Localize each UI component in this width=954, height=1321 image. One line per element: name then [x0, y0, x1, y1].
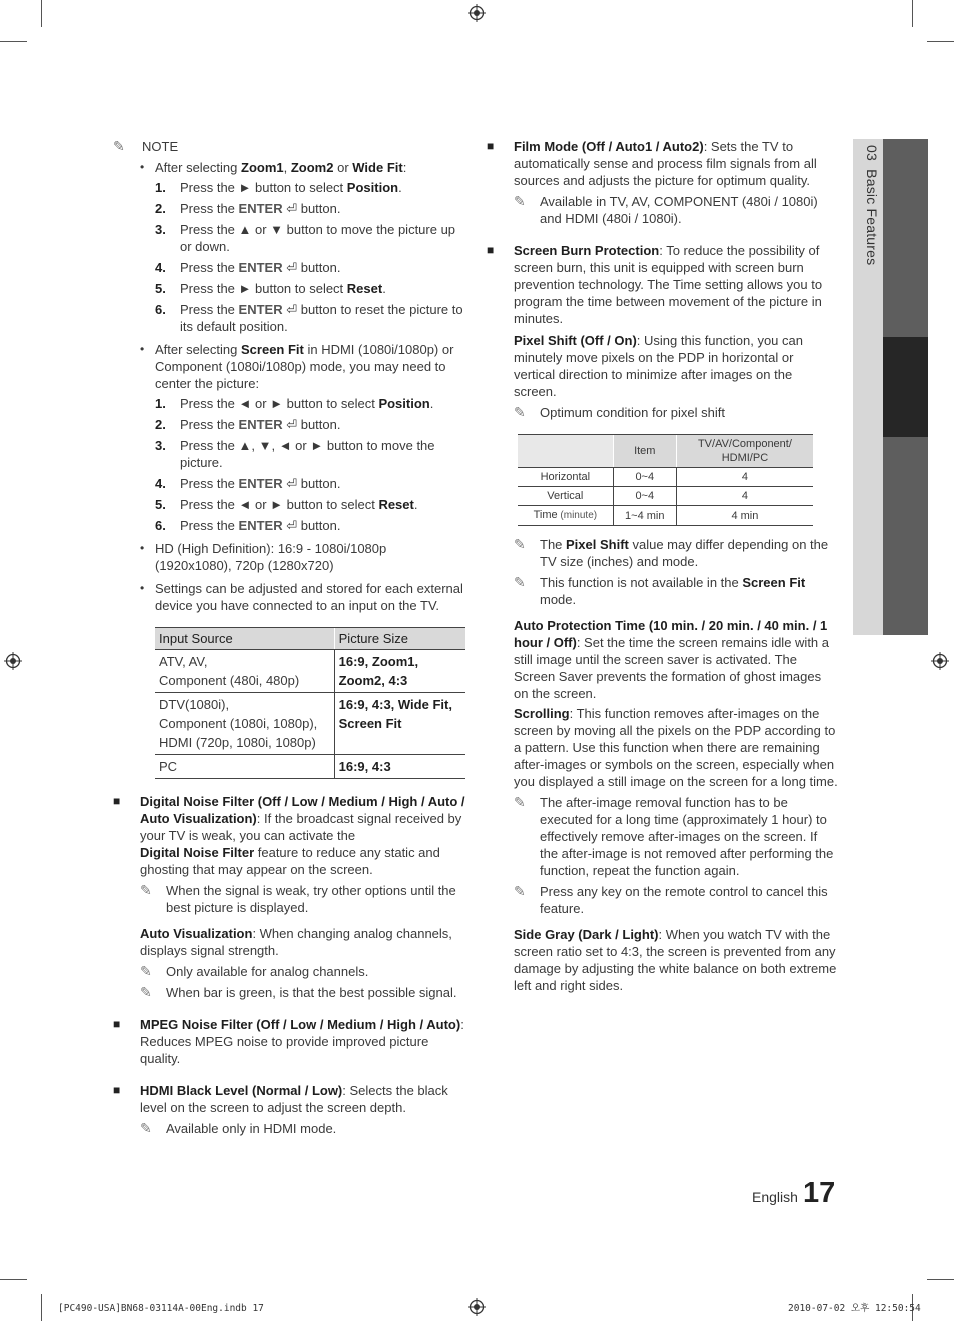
hdmi-black-level-section: ■ HDMI Black Level (Normal / Low): Selects the black level on the screen to adjust the screen depth. ✎ Available only in HDMI mode. [113, 1082, 465, 1137]
table-cell: Horizontal [518, 468, 613, 487]
table-header-cell: Picture Size [334, 628, 465, 650]
zoom-steps [155, 179, 465, 335]
pixel-shift-table [518, 434, 813, 526]
table-cell: 0~4 [613, 468, 676, 487]
footer-language: English [752, 1189, 798, 1205]
chapter-tab-block [883, 139, 928, 337]
crop-mark [927, 41, 954, 42]
enter-icon: ⏎ [282, 417, 298, 432]
table-cell: 4 min [676, 506, 813, 526]
right-column [487, 138, 838, 994]
step-item: 4. Press the ENTER ⏎ button. [155, 260, 341, 275]
table-row [155, 650, 465, 693]
left-column [113, 138, 465, 1137]
screen-fit-bullet [140, 341, 465, 392]
note-item: ✎ This function is not available in the Screen Fit mode. [514, 574, 806, 607]
registration-mark-icon [4, 652, 22, 670]
enter-icon: ⏎ [282, 476, 298, 491]
bullet-dot: • [140, 342, 145, 356]
enter-icon: ⏎ [282, 260, 298, 275]
print-slug-left: [PC490-USA]BN68-03114A-00Eng.indb 17 [58, 1303, 264, 1314]
mpeg-noise-filter-section: ■ MPEG Noise Filter (Off / Low / Medium / High / Auto): Reduces MPEG noise to provide improved picture quality. [113, 1017, 464, 1066]
note-heading [113, 138, 465, 155]
square-bullet-icon: ■ [113, 1083, 121, 1097]
note-item: ✎ Press any key on the remote control to cancel this feature. [514, 883, 828, 916]
page-number: 17 [803, 1177, 836, 1209]
table-cell: DTV(1080i), Component (1080i, 1080p), HDMI (720p, 1080i, 1080p) [155, 693, 334, 755]
crop-mark [912, 0, 913, 27]
step-item: 2. Press the ENTER ⏎ button. [155, 201, 341, 216]
square-bullet-icon: ■ [487, 139, 495, 153]
note-item: ✎ Available in TV, AV, COMPONENT (480i / 1080i) and HDMI (480i / 1080i). [514, 193, 818, 226]
step-item: 2. Press the ENTER ⏎ button. [155, 417, 341, 432]
crop-mark [41, 1294, 42, 1321]
chapter-tab-block [883, 437, 928, 635]
screen-burn-details: ✎ The Pixel Shift value may differ depending on the TV size (inches) and mode. ✎ This function is not available in the Screen Fit mode. Auto Protection Time (10 min. / 20 min. / 40 min. / 1 hour / Off): Set the time the screen remains idle with a still image until the screen saver is activated. The Screen Saver prevents the formation of ghost images on the screen. Scrolling: This function removes after-images on the screen by moving all the pixels on the PDP according to a pattern. Use this function when there are remaining after-images or symbols on the screen, especially when you displayed a still image on the screen for a long time. ✎ The after-image removal function has to be executed for a long time (approximately 1 hour) to effectively remove after-images on the screen. If the after-image is not removed after performing the function, repeat the function again. ✎ Press any key on the remote control to cancel this feature. Side Gray (Dark / Light): When you watch TV with the screen ratio set to 4:3, the screen is prevented from any damage by adjusting the white balance on both extreme left and right sides. [514, 536, 838, 993]
pencil-note-icon: ✎ [140, 984, 152, 1000]
note-label: NOTE [142, 139, 179, 154]
registration-mark-icon [468, 4, 486, 22]
input-source-table [155, 627, 465, 779]
hd-bullet: • HD (High Definition): 16:9 - 1080i/1080p (1920x1080), 720p (1280x720) [140, 541, 387, 573]
zoom-bullet [140, 159, 465, 614]
registration-mark-icon [468, 1298, 486, 1316]
table-cell: ATV, AV, Component (480i, 480p) [155, 650, 334, 693]
enter-icon: ⏎ [282, 302, 298, 317]
step-item: 5. Press the ► button to select Reset. [155, 281, 386, 296]
table-cell: PC [155, 755, 334, 779]
chapter-label [856, 145, 880, 345]
crop-mark [927, 1279, 954, 1280]
table-cell: 16:9, 4:3 [334, 755, 465, 779]
table-cell: 4 [676, 468, 813, 487]
table-header-row [518, 435, 813, 468]
table-header-cell: Input Source [155, 628, 334, 650]
crop-mark [0, 41, 27, 42]
chapter-number: 03 [864, 145, 880, 161]
settings-bullet: • Settings can be adjusted and stored for each external device you have connected to an input on the TV. [140, 581, 463, 613]
pencil-note-icon: ✎ [514, 536, 526, 552]
table-cell: 1~4 min [613, 506, 676, 526]
note-item: ✎ The Pixel Shift value may differ depending on the TV size (inches) and mode. [514, 536, 829, 569]
crop-mark [0, 1279, 27, 1280]
table-cell: 16:9, Zoom1, Zoom2, 4:3 [334, 650, 465, 693]
chapter-tab-active [883, 337, 928, 437]
table-cell: 4 [676, 487, 813, 506]
enter-icon: ⏎ [282, 201, 298, 216]
table-header-cell [518, 435, 613, 468]
table-row [518, 468, 813, 487]
pencil-note-icon: ✎ [514, 883, 526, 899]
bullet-dot: • [140, 581, 145, 595]
table-cell: Time (minute) [518, 506, 613, 526]
table-row [155, 755, 465, 779]
bullet-dot: • [140, 160, 145, 174]
bullet-dot: • [140, 541, 145, 555]
pencil-note-icon: ✎ [514, 574, 526, 590]
table-cell: 16:9, 4:3, Wide Fit, Screen Fit [334, 693, 465, 755]
note-item: ✎ Only available for analog channels. [140, 963, 369, 979]
table-cell: 0~4 [613, 487, 676, 506]
square-bullet-icon: ■ [113, 1017, 121, 1031]
note-item: ✎ The after-image removal function has to be executed for a long time (approximately 1 hour) to effectively remove after-images on the screen. If the after-image is not removed after performing the function, repeat the function again. [514, 794, 834, 878]
step-item: 5. Press the ◄ or ► button to select Reset. [155, 497, 418, 512]
pencil-note-icon: ✎ [514, 404, 526, 420]
note-item: ✎ When bar is green, is that the best possible signal. [140, 984, 457, 1000]
table-header-cell: Item [613, 435, 676, 468]
pencil-note-icon: ✎ [140, 1120, 152, 1136]
digital-noise-filter-section: ■ Digital Noise Filter (Off / Low / Medium / High / Auto / Auto Visualization): If the broadcast signal received by your TV is weak, you can activate the Digital Noise Filter feature to reduce any static and ghosting that may appear on the screen. ✎ When the signal is weak, try other options until the best picture is displayed. Auto Visualization: When changing analog channels, displays signal strength. ✎ Only available for analog channels. ✎ When bar is green, is that the best possible signal. [113, 794, 465, 1000]
step-item: 3. Press the ▲, ▼, ◄ or ► button to move the picture. [155, 438, 435, 470]
registration-mark-icon [931, 652, 949, 670]
step-item: 6. Press the ENTER ⏎ button to reset the picture to its default position. [155, 302, 463, 334]
table-row [518, 487, 813, 506]
enter-icon: ⏎ [282, 518, 298, 533]
crop-mark [41, 0, 42, 27]
pencil-note-icon: ✎ [514, 794, 526, 810]
square-bullet-icon: ■ [487, 243, 495, 257]
zoom-intro: After selecting Zoom1, Zoom2 or Wide Fit: [155, 160, 407, 175]
screen-burn-protection-section: ■ Screen Burn Protection: To reduce the possibility of screen burn, this unit is equipped with screen burn prevention technology. The Time setting allows you to program the time between movement of the picture in minutes. Pixel Shift (Off / On): Using this function, you can minutely move pixels on the PDP in horizontal or vertical direction to minimize after images on the screen. ✎ Optimum condition for pixel shift [487, 242, 838, 421]
film-mode-section: ■ Film Mode (Off / Auto1 / Auto2): Sets the TV to automatically sense and process film signals from all sources and adjusts the picture for optimum quality. ✎ Available in TV, AV, COMPONENT (480i / 1080i) and HDMI (480i / 1080i). [487, 138, 838, 227]
note-item: ✎ Optimum condition for pixel shift [514, 404, 725, 420]
step-item: 3. Press the ▲ or ▼ button to move the picture up or down. [155, 222, 456, 254]
table-row [155, 693, 465, 755]
table-row [518, 506, 813, 526]
pencil-note-icon: ✎ [140, 963, 152, 979]
table-cell: Vertical [518, 487, 613, 506]
square-bullet-icon: ■ [113, 794, 121, 808]
chapter-title: Basic Features [864, 169, 880, 266]
step-item: 6. Press the ENTER ⏎ button. [155, 518, 341, 533]
table-header-cell: TV/AV/Component/ HDMI/PC [676, 435, 813, 468]
pencil-note-icon: ✎ [140, 882, 152, 898]
note-item: ✎ When the signal is weak, try other options until the best picture is displayed. [140, 882, 456, 915]
step-item: 4. Press the ENTER ⏎ button. [155, 476, 341, 491]
screen-fit-intro: After selecting Screen Fit in HDMI (1080i/1080p) or Component (1080i/1080p) mode, you may need to center the picture: [155, 342, 454, 391]
note-item: ✎ Available only in HDMI mode. [140, 1120, 337, 1136]
pencil-note-icon: ✎ [113, 138, 125, 154]
pencil-note-icon: ✎ [514, 193, 526, 209]
screen-fit-steps [155, 395, 465, 534]
table-header-row [155, 628, 465, 650]
print-slug-right: 2010-07-02 오후 12:50:54 [788, 1303, 921, 1314]
step-item: 1. Press the ◄ or ► button to select Position. [155, 396, 434, 411]
step-item: 1. Press the ► button to select Position. [155, 180, 402, 195]
